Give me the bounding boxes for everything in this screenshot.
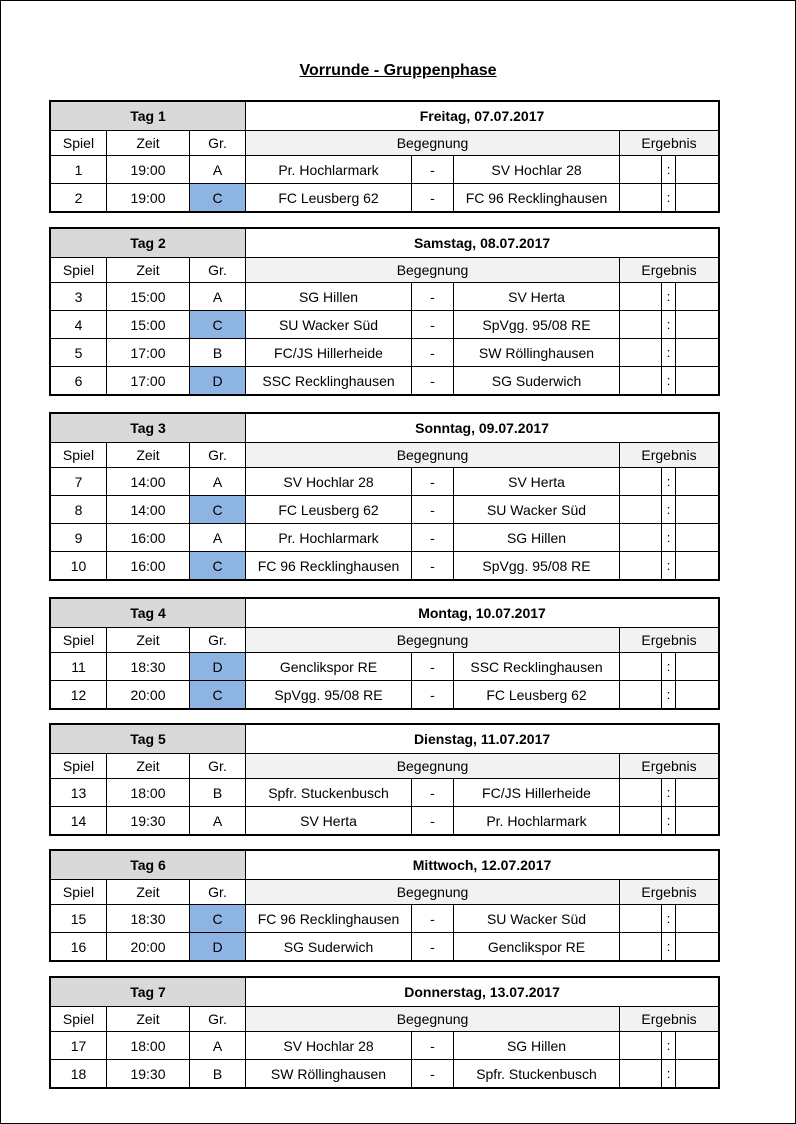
away-team: SpVgg. 95/08 RE: [454, 552, 620, 580]
table-row: [51, 681, 719, 709]
score-colon: :: [662, 339, 676, 367]
game-time: 17:00: [107, 367, 190, 395]
score-home-cell: [620, 1032, 662, 1060]
score-away-cell: [676, 311, 719, 339]
score-colon: :: [662, 184, 676, 212]
away-team: FC Leusberg 62: [454, 681, 620, 709]
score-home-cell: [620, 184, 662, 212]
game-number: 15: [51, 905, 107, 933]
score-colon: :: [662, 1060, 676, 1088]
table-row: [51, 552, 719, 580]
away-team: SV Hochlar 28: [454, 156, 620, 184]
table-row: [51, 156, 719, 184]
game-time: 14:00: [107, 468, 190, 496]
versus-separator: -: [412, 779, 454, 807]
score-away-cell: [676, 156, 719, 184]
day-label: Tag 7: [51, 978, 246, 1007]
score-away-cell: [676, 933, 719, 961]
score-away-cell: [676, 524, 719, 552]
game-number: 17: [51, 1032, 107, 1060]
header-ergebnis: Ergebnis: [620, 258, 719, 283]
game-group: B: [190, 339, 246, 367]
header-zeit: Zeit: [107, 258, 190, 283]
header-gruppe: Gr.: [190, 754, 246, 779]
table-row: [51, 283, 719, 311]
score-home-cell: [620, 779, 662, 807]
score-home-cell: [620, 496, 662, 524]
score-away-cell: [676, 681, 719, 709]
versus-separator: -: [412, 1032, 454, 1060]
game-time: 19:30: [107, 1060, 190, 1088]
header-ergebnis: Ergebnis: [620, 131, 719, 156]
game-group: C: [190, 311, 246, 339]
game-group: C: [190, 552, 246, 580]
day-label: Tag 2: [51, 229, 246, 258]
table-row: [51, 496, 719, 524]
score-away-cell: [676, 779, 719, 807]
versus-separator: -: [412, 524, 454, 552]
game-number: 11: [51, 653, 107, 681]
header-spiel: Spiel: [51, 628, 107, 653]
day-table: [50, 413, 719, 580]
game-number: 5: [51, 339, 107, 367]
home-team: SG Suderwich: [246, 933, 412, 961]
game-group: A: [190, 1032, 246, 1060]
home-team: Spfr. Stuckenbusch: [246, 779, 412, 807]
home-team: FC/JS Hillerheide: [246, 339, 412, 367]
day-table: [50, 724, 719, 835]
header-ergebnis: Ergebnis: [620, 754, 719, 779]
day-date: Samstag, 08.07.2017: [246, 229, 719, 258]
day-table: [50, 228, 719, 395]
game-number: 7: [51, 468, 107, 496]
table-row: [51, 524, 719, 552]
home-team: SV Hochlar 28: [246, 1032, 412, 1060]
score-home-cell: [620, 1060, 662, 1088]
header-begegnung: Begegnung: [246, 131, 620, 156]
versus-separator: -: [412, 681, 454, 709]
header-begegnung: Begegnung: [246, 628, 620, 653]
score-home-cell: [620, 681, 662, 709]
score-home-cell: [620, 367, 662, 395]
game-number: 1: [51, 156, 107, 184]
game-group: D: [190, 367, 246, 395]
day-date: Mittwoch, 12.07.2017: [246, 851, 719, 880]
game-time: 17:00: [107, 339, 190, 367]
day-date: Montag, 10.07.2017: [246, 599, 719, 628]
header-gruppe: Gr.: [190, 628, 246, 653]
game-group: C: [190, 184, 246, 212]
score-colon: :: [662, 468, 676, 496]
day-table: [50, 977, 719, 1088]
home-team: Genclikspor RE: [246, 653, 412, 681]
table-row: [51, 367, 719, 395]
versus-separator: -: [412, 552, 454, 580]
table-row: [51, 933, 719, 961]
versus-separator: -: [412, 184, 454, 212]
game-time: 18:00: [107, 779, 190, 807]
away-team: SW Röllinghausen: [454, 339, 620, 367]
score-colon: :: [662, 1032, 676, 1060]
game-number: 13: [51, 779, 107, 807]
game-time: 14:00: [107, 496, 190, 524]
home-team: FC 96 Recklinghausen: [246, 552, 412, 580]
header-spiel: Spiel: [51, 258, 107, 283]
game-time: 19:00: [107, 184, 190, 212]
home-team: FC 96 Recklinghausen: [246, 905, 412, 933]
versus-separator: -: [412, 1060, 454, 1088]
day-date: Freitag, 07.07.2017: [246, 102, 719, 131]
header-spiel: Spiel: [51, 754, 107, 779]
versus-separator: -: [412, 933, 454, 961]
game-group: C: [190, 681, 246, 709]
score-colon: :: [662, 311, 676, 339]
score-colon: :: [662, 283, 676, 311]
game-number: 14: [51, 807, 107, 835]
away-team: SG Hillen: [454, 1032, 620, 1060]
game-group: A: [190, 156, 246, 184]
game-time: 15:00: [107, 283, 190, 311]
table-row: [51, 779, 719, 807]
score-home-cell: [620, 807, 662, 835]
table-row: [51, 1060, 719, 1088]
game-number: 6: [51, 367, 107, 395]
game-time: 16:00: [107, 552, 190, 580]
home-team: SSC Recklinghausen: [246, 367, 412, 395]
day-label: Tag 6: [51, 851, 246, 880]
header-zeit: Zeit: [107, 131, 190, 156]
score-away-cell: [676, 184, 719, 212]
table-row: [51, 653, 719, 681]
game-time: 20:00: [107, 933, 190, 961]
header-ergebnis: Ergebnis: [620, 628, 719, 653]
table-row: [51, 905, 719, 933]
away-team: FC/JS Hillerheide: [454, 779, 620, 807]
header-spiel: Spiel: [51, 443, 107, 468]
header-begegnung: Begegnung: [246, 880, 620, 905]
score-colon: :: [662, 905, 676, 933]
score-colon: :: [662, 681, 676, 709]
header-zeit: Zeit: [107, 628, 190, 653]
header-spiel: Spiel: [51, 880, 107, 905]
game-time: 18:30: [107, 653, 190, 681]
score-colon: :: [662, 367, 676, 395]
versus-separator: -: [412, 367, 454, 395]
game-time: 19:30: [107, 807, 190, 835]
score-home-cell: [620, 933, 662, 961]
game-number: 18: [51, 1060, 107, 1088]
away-team: SpVgg. 95/08 RE: [454, 311, 620, 339]
home-team: FC Leusberg 62: [246, 496, 412, 524]
score-colon: :: [662, 496, 676, 524]
versus-separator: -: [412, 496, 454, 524]
score-home-cell: [620, 468, 662, 496]
game-number: 9: [51, 524, 107, 552]
score-away-cell: [676, 807, 719, 835]
game-time: 18:30: [107, 905, 190, 933]
day-label: Tag 5: [51, 725, 246, 754]
score-colon: :: [662, 933, 676, 961]
away-team: Genclikspor RE: [454, 933, 620, 961]
score-away-cell: [676, 496, 719, 524]
table-row: [51, 807, 719, 835]
header-begegnung: Begegnung: [246, 754, 620, 779]
score-home-cell: [620, 653, 662, 681]
game-group: C: [190, 496, 246, 524]
game-time: 16:00: [107, 524, 190, 552]
header-gruppe: Gr.: [190, 880, 246, 905]
header-ergebnis: Ergebnis: [620, 880, 719, 905]
game-time: 15:00: [107, 311, 190, 339]
table-row: [51, 339, 719, 367]
header-gruppe: Gr.: [190, 131, 246, 156]
versus-separator: -: [412, 311, 454, 339]
score-away-cell: [676, 283, 719, 311]
home-team: SpVgg. 95/08 RE: [246, 681, 412, 709]
home-team: SV Hochlar 28: [246, 468, 412, 496]
score-away-cell: [676, 1060, 719, 1088]
page-title: Vorrunde - Gruppenphase: [299, 62, 497, 79]
game-time: 19:00: [107, 156, 190, 184]
away-team: SV Herta: [454, 283, 620, 311]
away-team: SG Hillen: [454, 524, 620, 552]
score-home-cell: [620, 311, 662, 339]
away-team: Spfr. Stuckenbusch: [454, 1060, 620, 1088]
away-team: SU Wacker Süd: [454, 905, 620, 933]
away-team: SSC Recklinghausen: [454, 653, 620, 681]
header-spiel: Spiel: [51, 1007, 107, 1032]
score-away-cell: [676, 468, 719, 496]
score-colon: :: [662, 807, 676, 835]
game-number: 16: [51, 933, 107, 961]
header-begegnung: Begegnung: [246, 443, 620, 468]
away-team: FC 96 Recklinghausen: [454, 184, 620, 212]
score-colon: :: [662, 156, 676, 184]
header-zeit: Zeit: [107, 880, 190, 905]
day-label: Tag 3: [51, 414, 246, 443]
versus-separator: -: [412, 156, 454, 184]
away-team: SU Wacker Süd: [454, 496, 620, 524]
score-away-cell: [676, 1032, 719, 1060]
game-group: D: [190, 933, 246, 961]
score-home-cell: [620, 339, 662, 367]
score-colon: :: [662, 524, 676, 552]
header-spiel: Spiel: [51, 131, 107, 156]
day-date: Sonntag, 09.07.2017: [246, 414, 719, 443]
versus-separator: -: [412, 468, 454, 496]
score-away-cell: [676, 339, 719, 367]
away-team: Pr. Hochlarmark: [454, 807, 620, 835]
table-row: [51, 184, 719, 212]
score-home-cell: [620, 283, 662, 311]
home-team: SV Herta: [246, 807, 412, 835]
home-team: Pr. Hochlarmark: [246, 524, 412, 552]
header-gruppe: Gr.: [190, 1007, 246, 1032]
game-group: A: [190, 468, 246, 496]
day-date: Dienstag, 11.07.2017: [246, 725, 719, 754]
score-home-cell: [620, 156, 662, 184]
versus-separator: -: [412, 807, 454, 835]
score-home-cell: [620, 552, 662, 580]
game-group: A: [190, 807, 246, 835]
header-zeit: Zeit: [107, 1007, 190, 1032]
game-number: 3: [51, 283, 107, 311]
home-team: Pr. Hochlarmark: [246, 156, 412, 184]
game-group: B: [190, 779, 246, 807]
day-table: [50, 850, 719, 961]
game-time: 20:00: [107, 681, 190, 709]
score-colon: :: [662, 779, 676, 807]
header-zeit: Zeit: [107, 754, 190, 779]
home-team: SU Wacker Süd: [246, 311, 412, 339]
versus-separator: -: [412, 283, 454, 311]
away-team: SG Suderwich: [454, 367, 620, 395]
score-home-cell: [620, 905, 662, 933]
score-away-cell: [676, 367, 719, 395]
score-away-cell: [676, 905, 719, 933]
game-number: 8: [51, 496, 107, 524]
game-group: A: [190, 283, 246, 311]
game-group: C: [190, 905, 246, 933]
home-team: SG Hillen: [246, 283, 412, 311]
header-begegnung: Begegnung: [246, 258, 620, 283]
day-label: Tag 4: [51, 599, 246, 628]
table-row: [51, 468, 719, 496]
versus-separator: -: [412, 653, 454, 681]
header-begegnung: Begegnung: [246, 1007, 620, 1032]
score-away-cell: [676, 653, 719, 681]
away-team: SV Herta: [454, 468, 620, 496]
table-row: [51, 1032, 719, 1060]
home-team: FC Leusberg 62: [246, 184, 412, 212]
score-colon: :: [662, 552, 676, 580]
header-ergebnis: Ergebnis: [620, 443, 719, 468]
day-label: Tag 1: [51, 102, 246, 131]
game-number: 2: [51, 184, 107, 212]
versus-separator: -: [412, 339, 454, 367]
day-date: Donnerstag, 13.07.2017: [246, 978, 719, 1007]
home-team: SW Röllinghausen: [246, 1060, 412, 1088]
header-zeit: Zeit: [107, 443, 190, 468]
header-ergebnis: Ergebnis: [620, 1007, 719, 1032]
game-time: 18:00: [107, 1032, 190, 1060]
day-table: [50, 101, 719, 212]
game-group: A: [190, 524, 246, 552]
table-row: [51, 311, 719, 339]
game-number: 12: [51, 681, 107, 709]
game-group: D: [190, 653, 246, 681]
game-group: B: [190, 1060, 246, 1088]
score-home-cell: [620, 524, 662, 552]
game-number: 4: [51, 311, 107, 339]
day-table: [50, 598, 719, 709]
game-number: 10: [51, 552, 107, 580]
header-gruppe: Gr.: [190, 443, 246, 468]
versus-separator: -: [412, 905, 454, 933]
header-gruppe: Gr.: [190, 258, 246, 283]
score-colon: :: [662, 653, 676, 681]
score-away-cell: [676, 552, 719, 580]
